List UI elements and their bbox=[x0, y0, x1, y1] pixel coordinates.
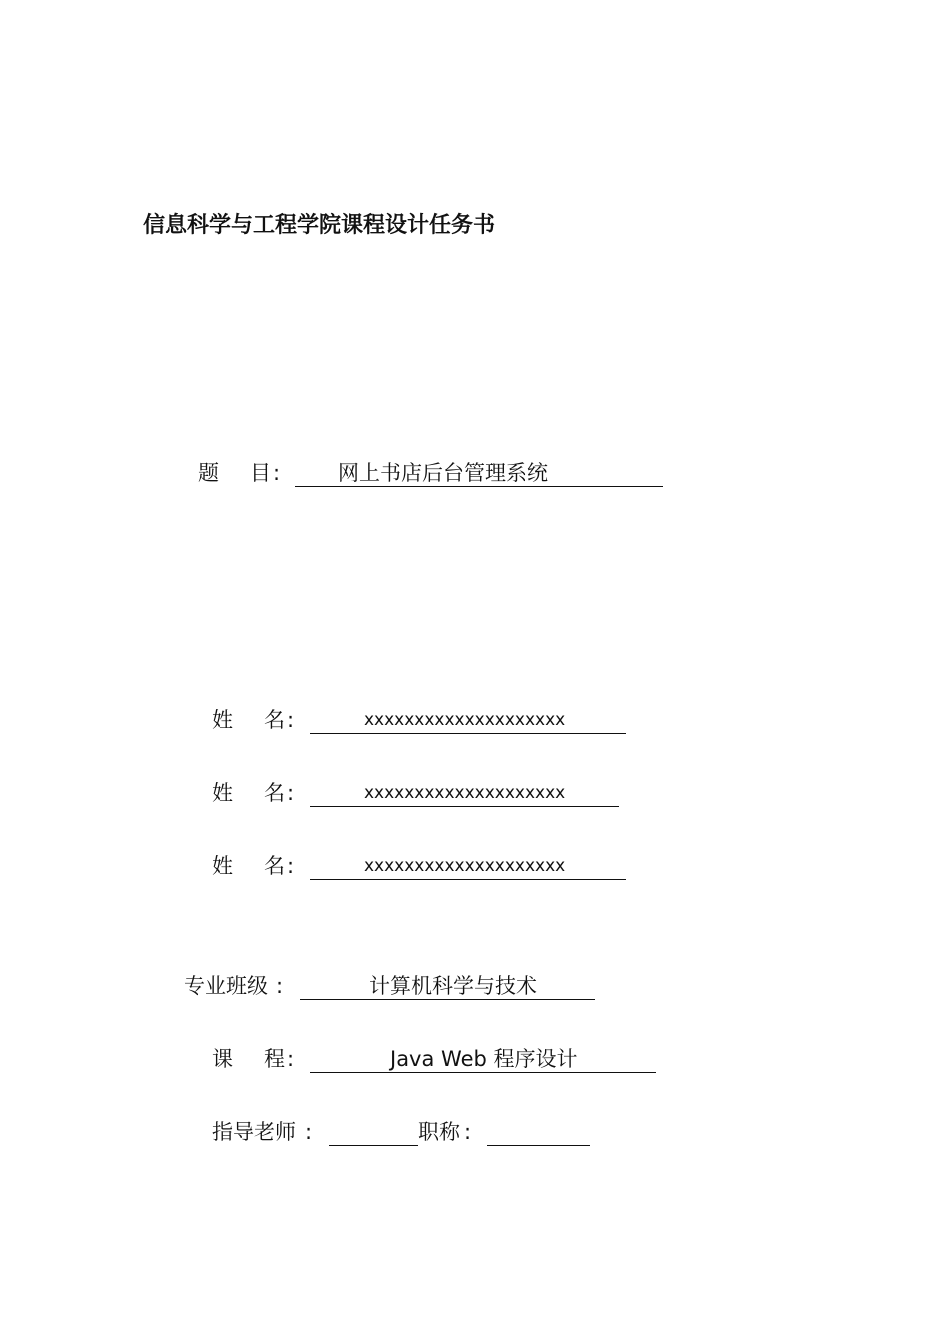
course-label-right: 程 bbox=[264, 1047, 285, 1071]
topic-field bbox=[198, 458, 668, 488]
major-class-value: 计算机科学与技术 bbox=[369, 974, 537, 998]
name-label-right: 名 bbox=[264, 708, 285, 732]
topic-label-right: 目 bbox=[250, 461, 271, 485]
name-label-left: 姓 bbox=[212, 854, 233, 878]
course-label-left: 课 bbox=[212, 1047, 233, 1071]
topic-value: 网上书店后台管理系统 bbox=[338, 461, 548, 485]
name-label-left: 姓 bbox=[212, 781, 233, 805]
name-value: xxxxxxxxxxxxxxxxxxxx bbox=[364, 856, 566, 876]
course-field bbox=[212, 1044, 662, 1074]
name-label-right: 名 bbox=[264, 854, 285, 878]
name-colon: : bbox=[287, 781, 295, 805]
title-label: 职称 bbox=[418, 1120, 460, 1144]
page-title: 信息科学与工程学院课程设计任务书 bbox=[143, 213, 496, 238]
name-field-3 bbox=[212, 851, 632, 881]
title-colon: : bbox=[464, 1120, 472, 1144]
advisor-underline bbox=[329, 1117, 418, 1146]
name-value: xxxxxxxxxxxxxxxxxxxx bbox=[364, 710, 566, 730]
major-class-field bbox=[184, 971, 604, 1001]
topic-label-left: 题 bbox=[198, 461, 219, 485]
name-field-1 bbox=[212, 705, 632, 735]
name-label-right: 名 bbox=[264, 781, 285, 805]
name-label-left: 姓 bbox=[212, 708, 233, 732]
name-colon: : bbox=[287, 854, 295, 878]
advisor-field bbox=[212, 1117, 602, 1147]
name-colon: : bbox=[287, 708, 295, 732]
advisor-colon: : bbox=[305, 1120, 313, 1144]
course-value: Java Web 程序设计 bbox=[390, 1047, 578, 1071]
major-class-colon: : bbox=[276, 974, 284, 998]
name-value: xxxxxxxxxxxxxxxxxxxx bbox=[364, 783, 566, 803]
course-colon: : bbox=[287, 1047, 295, 1071]
title-underline bbox=[487, 1117, 590, 1146]
topic-colon: : bbox=[273, 461, 281, 485]
advisor-label: 指导老师 bbox=[212, 1120, 296, 1144]
name-field-2 bbox=[212, 778, 632, 808]
major-class-label: 专业班级 bbox=[184, 974, 268, 998]
